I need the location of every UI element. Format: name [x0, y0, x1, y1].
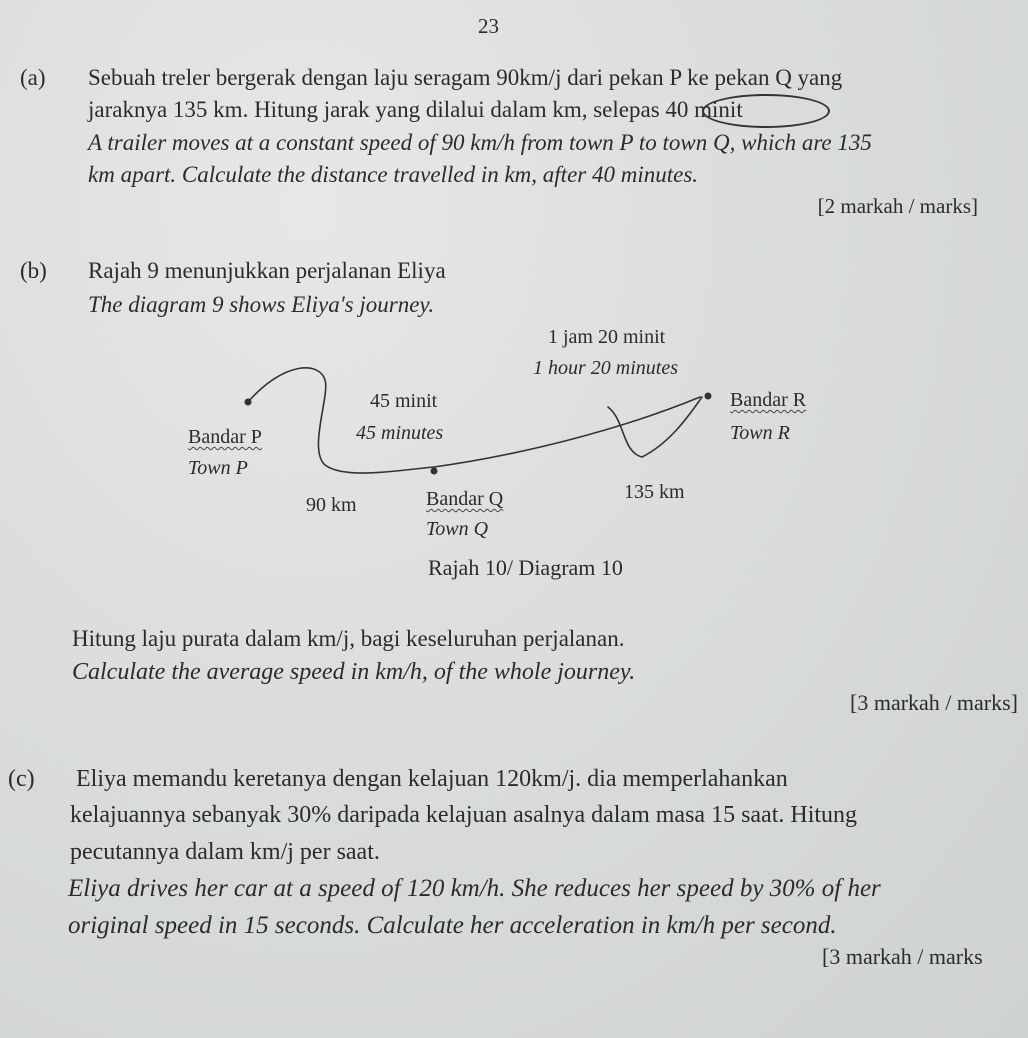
part-c-malay-line-1: Eliya memandu keretanya dengan kelajuan 120km/j. dia memperlahankan [76, 766, 788, 792]
town-r-english: Town R [730, 422, 790, 444]
part-a-marks: [2 markah / marks] [817, 194, 978, 218]
time-top-malay: 1 jam 20 minit [548, 326, 666, 348]
distance-pq: 90 km [306, 494, 357, 516]
part-a-english-line-2: km apart. Calculate the distance travelled in km, after 40 minutes. [88, 162, 699, 187]
part-a-malay-line-2: jaraknya 135 km. Hitung jarak yang dilalui dalam km, selepas 40 minit [88, 97, 743, 122]
part-b-label: (b) [20, 258, 47, 283]
part-b-english-line: The diagram 9 shows Eliya's journey. [88, 292, 435, 317]
part-c-malay-line-2: kelajuannya sebanyak 30% daripada kelajuan asalnya dalam masa 15 saat. Hitung [70, 802, 858, 828]
part-c-marks: [3 markah / marks [822, 944, 983, 969]
town-p-english: Town P [188, 457, 248, 479]
time-top-english: 1 hour 20 minutes [533, 357, 678, 379]
part-a-label: (a) [20, 65, 46, 90]
part-c-label: (c) [8, 766, 35, 792]
part-b-marks: [3 markah / marks] [850, 690, 1018, 715]
time-mid-english: 45 minutes [356, 422, 444, 444]
town-p-malay: Bandar P [188, 426, 262, 448]
page-number: 23 [478, 14, 499, 38]
part-c-english-line-2: original speed in 15 seconds. Calculate her acceleration in km/h per second. [68, 912, 837, 939]
town-r-malay: Bandar R [730, 389, 807, 411]
town-q-malay: Bandar Q [426, 488, 504, 510]
distance-qr: 135 km [624, 481, 685, 503]
part-a-malay-line-1: Sebuah treler bergerak dengan laju seragam 90km/j dari pekan P ke pekan Q yang [88, 65, 843, 90]
journey-route-line [248, 368, 702, 473]
part-b-question-english: Calculate the average speed in km/h, of the whole journey. [72, 659, 636, 685]
part-b-malay-line: Rajah 9 menunjukkan perjalanan Eliya [88, 258, 446, 283]
time-mid-malay: 45 minit [370, 390, 438, 412]
part-a-english-line-1: A trailer moves at a constant speed of 90 km/h from town P to town Q, which are 135 [88, 130, 872, 155]
part-c-malay-line-3: pecutannya dalam km/j per saat. [70, 839, 380, 865]
town-q-dot [431, 468, 438, 475]
town-q-english: Town Q [426, 518, 489, 540]
part-c-english-line-1: Eliya drives her car at a speed of 120 km/h. She reduces her speed by 30% of her [68, 875, 881, 902]
town-p-dot [245, 399, 252, 406]
part-b-question-malay: Hitung laju purata dalam km/j, bagi keseluruhan perjalanan. [72, 626, 625, 651]
town-r-dot [705, 393, 712, 400]
diagram-caption: Rajah 10/ Diagram 10 [428, 555, 623, 580]
